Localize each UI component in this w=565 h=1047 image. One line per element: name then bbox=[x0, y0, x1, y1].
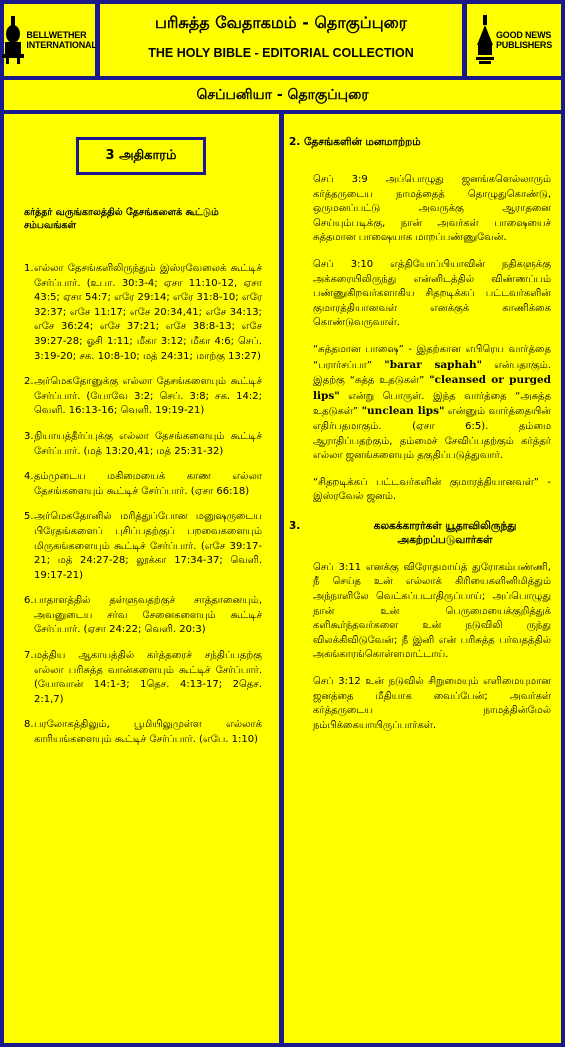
right-logo bbox=[467, 4, 561, 76]
list-item-text: அர்மெகதோனில் மரித்துப்போன மனுஷருடைய பிரேதங்களைப் புசிப்பதற்குப் பறவைகளையும் மிருகங்களையும் கூட்டிச் சேர்ப்பார். (எசே 39:17-21; மத் 24:27-28; லூக்கா 17:34-37; வெளி. 19:17-21) bbox=[34, 511, 262, 581]
list-item bbox=[8, 510, 262, 583]
commentary-daughter: “சிதறடிக்கப் பட்டவர்களின் குமாரத்தியானவள்” - இஸ்ரவேல் ஜனம். bbox=[313, 476, 551, 503]
list-item-number: 4. bbox=[24, 471, 34, 483]
left-logo-line1: BELLWETHER bbox=[26, 30, 87, 40]
list-item-text: நியாயத்தீர்ப்புக்கு எல்லா தேசங்களையும் கூட்டிச் சேர்ப்பார். (மத் 13:20,41; மத் 25:31-32) bbox=[34, 430, 262, 457]
list-item-text: எல்லா தேசங்களிலிருந்தும் இஸ்ரவேலைக் கூட்டிச் சேர்ப்பார். (உபா. 30:3-4; ஏசா 11:10-12, ஏசா 43:5; ஏசா 54:7; எரே 29:14; எரே 31:8-10; எரே 32:37; எசே 11:17; எசே 20:34,41; எசே 34:13; எசே 36:24; எசே 37:21; எசே 38:8-13; எசே 39:27-28; ஓசி 1:11; மீகா 3:12; மீகா 4:6; செப். 3:19-20; சக. 10:8-10; மத் 24:31; மாற்கு 13:27) bbox=[34, 263, 262, 362]
right-logo-line1: GOOD NEWS bbox=[495, 30, 552, 40]
left-subtitle: கர்த்தர் வருங்காலத்தில் தேசங்களைக் கூட்டும் சம்பவங்கள் bbox=[24, 207, 219, 231]
commentary-part-a: “சுத்தமான பாஷை” - இதற்கான எபிரெய வார்த்தை “பரார்சப்பா” bbox=[313, 343, 551, 371]
list-item-text: மத்திய ஆகாயத்தில் கர்த்தரைச் சந்திப்பதற்கு எல்லா பரிசுத்த வான்களையும் கூட்டிச் சேர்ப்பார். (யோவான் 14:1-3; 1தெச. 4:13-17; 2தெச. 2:1,7) bbox=[34, 650, 262, 705]
list-item-number: 7. bbox=[24, 650, 34, 662]
left-logo bbox=[4, 4, 95, 76]
list-item-number: 1. bbox=[24, 263, 34, 274]
list-item-text: அர்மெகதோனுக்கு எல்லா தேசங்களையும் கூட்டிச் சேர்ப்பார். (யோவே 3:2; செப். 3:8; சக. 14:2; வெளி. 16:13-16; வெளி. 19:19-21) bbox=[34, 376, 262, 417]
heading-3-number: 3. bbox=[289, 519, 301, 532]
list-item bbox=[8, 375, 262, 419]
bellwether-sheep-icon bbox=[2, 14, 24, 66]
list-item-number: 6. bbox=[24, 595, 34, 607]
list-item-number: 5. bbox=[24, 511, 34, 523]
header-title-panel bbox=[100, 4, 462, 76]
chapter-heading: 3 அதிகாரம் bbox=[76, 137, 206, 175]
left-logo-line2: INTERNATIONAL bbox=[26, 40, 97, 50]
list-item-number: 3. bbox=[24, 430, 34, 442]
right-logo-line2: PUBLISHERS bbox=[495, 40, 552, 50]
list-item bbox=[8, 430, 262, 459]
list-item bbox=[8, 594, 262, 638]
heading-2: 2. தேசங்களின் மனமாற்றம் bbox=[289, 136, 421, 148]
commentary-pure-language bbox=[289, 343, 551, 464]
commentary-part-d: என்னும் வார்த்தையின் எதிர்பதமாகும். (ஏசா 6:5). தம்மை ஆராதிப்பதற்கும், தம்மைச் சேவிப்பதற்கும் கர்த்தர் எல்லா ஜனங்களையும் தகுதிப்படுத்துவார். bbox=[313, 406, 551, 462]
good-news-publishers-emblem-icon bbox=[476, 15, 494, 65]
list-item bbox=[8, 262, 262, 364]
commentary-part-b: என்பதாகும். இதற்கு “சுத்த உதடுகள்” bbox=[313, 359, 551, 387]
event-list bbox=[8, 262, 262, 759]
commentary-part-c: என்று பொருள். இந்த வார்த்தை “அசுத்த உதடுகள்” bbox=[313, 390, 551, 418]
list-item bbox=[8, 718, 262, 747]
list-item-text: பாதாளத்தில் தள்ளுவதற்குச் சாத்தானையும், அவனுடைய சர்வ சேனைகளையும் கூட்டிச் சேர்ப்பார். (ஏசா 24:22; வெளி. 20:3) bbox=[34, 595, 262, 636]
heading-3 bbox=[289, 519, 551, 547]
verse-3-11: செப் 3:11 எனக்கு விரோதமாய்த் துரோகம்பண்ணி, நீ செய்த உன் எல்லாக் கிரியைகளினிமித்தும் அந்நாளிலே வெட்கப்படாதிருப்பாய்; அப்பொழுது நான் உன் பெருமையைக்குறித்துக் களிகூர்ந்தவர்களை உன் நடுவிலி ருந்து விலக்கிவிடுவேன்; நீ இனி என் பரிசுத்த பர்வதத்தில் அகங்காரங்கொள்ளமாட்டாய். bbox=[313, 561, 551, 661]
list-item-number: 8. bbox=[24, 719, 34, 731]
heading-3-text: கலகக்காரர்கள் யூதாவிலிருந்து அகற்றப்படுவார்கள் bbox=[373, 519, 517, 546]
list-item-text: தம்முடைய மகிமையைக் காண எல்லா தேசங்களையும் கூட்டிச் சேர்ப்பார். (ஏசா 66:18) bbox=[34, 471, 262, 497]
unclean-lips-term: "unclean lips" bbox=[361, 405, 445, 418]
cleansed-lips-term: "cleansed or purged lips" bbox=[313, 374, 551, 402]
list-item-text: பரலோகத்திலும், பூமியிலுமுள்ள எல்லாக் காரியங்களையும் கூட்டிச் சேர்ப்பார். (எபே. 1:10) bbox=[34, 719, 262, 746]
right-content bbox=[289, 125, 551, 745]
list-item-number: 2. bbox=[24, 376, 34, 388]
left-column bbox=[4, 114, 279, 1043]
list-item bbox=[8, 470, 262, 499]
verse-3-10: செப் 3:10 எத்தியோப்பியாவின் நதிகளுக்கு அக்கரையிலிருந்து என்னிடத்தில் விண்ணப்பம் பண்ணுகிறவர்களாகிய சிதறடிக்கப் பட்டவர்களின் குமாரத்தியானவள் எனக்குக் காணிக்கை கொண்டுவருவாள். bbox=[313, 258, 551, 329]
list-item bbox=[8, 649, 262, 707]
verse-3-12: செப் 3:12 உன் நடுவில் சிறுமையும் எளிமையுமான ஜனத்தை மீதியாக வைப்பேன்; அவர்கள் கர்த்தருடைய நாமத்தின்மேல் நம்பிக்கையாயிருப்பார்கள். bbox=[313, 676, 551, 731]
hebrew-term: "barar saphah" bbox=[384, 358, 483, 371]
title-english: THE HOLY BIBLE - EDITORIAL COLLECTION bbox=[148, 46, 414, 60]
verse-3-9: செப் 3:9 அப்பொழுது ஜனங்களெல்லாரும் கர்த்தருடைய நாமத்தைத் தொழுதுகொண்டு, ஒருமனப்பட்டு அவருக்கு ஆராதனை செய்யும்படிக்கு, நான் அவர்கள் பாஷையைச் சுத்தமான பாஷையாக மாறப்பண்ணுவேன். bbox=[313, 174, 551, 244]
section-banner: செப்பனியா - தொகுப்புரை bbox=[4, 80, 561, 110]
title-tamil: பரிசுத்த வேதாகமம் - தொகுப்புரை bbox=[154, 13, 408, 32]
